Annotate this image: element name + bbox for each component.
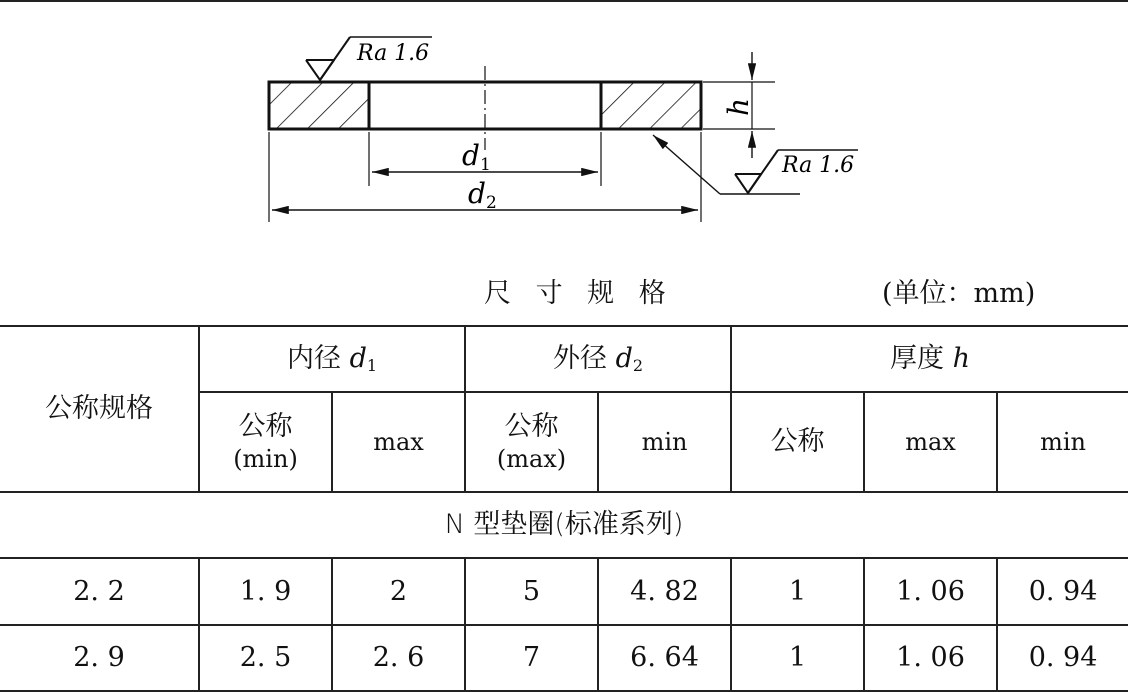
section-row bbox=[0, 492, 1128, 558]
cell-thick-nominal: 1 bbox=[731, 558, 864, 625]
cell-spec: 2. 2 bbox=[0, 558, 199, 625]
cell-thick-nominal: 1 bbox=[731, 625, 864, 691]
d2-subscript: 2 bbox=[486, 193, 497, 213]
cell-thick-min: 0. 94 bbox=[997, 558, 1128, 625]
spec-table bbox=[0, 325, 1128, 692]
h-label: h bbox=[722, 97, 755, 116]
subheader-outer-nominal bbox=[465, 392, 598, 492]
d1-label: d bbox=[462, 139, 480, 172]
table-title: 尺 寸 规 格 bbox=[484, 278, 674, 309]
roughness-symbol-top bbox=[306, 37, 432, 80]
dimension-h bbox=[703, 52, 775, 158]
cell-thick-max: 1. 06 bbox=[864, 625, 997, 691]
subheader-thick-nominal: 公称 bbox=[731, 392, 864, 492]
cell-inner-nominal: 1. 9 bbox=[199, 558, 332, 625]
left-hatched-section bbox=[269, 82, 369, 129]
cell-thick-max: 1. 06 bbox=[864, 558, 997, 625]
subheader-outer-min: min bbox=[598, 392, 731, 492]
cell-outer-min: 6. 64 bbox=[598, 625, 731, 691]
header-thick-symbol: h bbox=[952, 343, 971, 375]
subheader-inner-nominal-note: (min) bbox=[233, 444, 298, 473]
header-row-1 bbox=[0, 326, 1128, 392]
header-inner-diameter bbox=[199, 326, 465, 392]
subheader-thick-min: min bbox=[997, 392, 1128, 492]
roughness-symbol-right bbox=[653, 135, 858, 194]
table-row bbox=[0, 558, 1128, 625]
table-row bbox=[0, 625, 1128, 691]
subheader-outer-nominal-label: 公称 bbox=[504, 411, 559, 443]
roughness-top-label: Ra 1.6 bbox=[357, 41, 430, 66]
subheader-inner-max: max bbox=[332, 392, 465, 492]
cell-outer-min: 4. 82 bbox=[598, 558, 731, 625]
header-outer-diameter bbox=[465, 326, 731, 392]
subheader-inner-nominal-label: 公称 bbox=[238, 411, 293, 443]
cell-outer-nominal: 5 bbox=[465, 558, 598, 625]
roughness-right-label: Ra 1.6 bbox=[782, 153, 855, 178]
header-thick-label: 厚度 bbox=[890, 343, 953, 375]
d1-subscript: 1 bbox=[480, 155, 491, 175]
section-label: N 型垫圈(标准系列) bbox=[0, 492, 1128, 558]
header-inner-subscript: 1 bbox=[366, 356, 378, 375]
cell-inner-max: 2 bbox=[332, 558, 465, 625]
header-inner-symbol: d bbox=[349, 343, 367, 374]
cell-inner-nominal: 2. 5 bbox=[199, 625, 332, 691]
header-inner-label: 内径 bbox=[286, 343, 350, 374]
header-outer-subscript: 2 bbox=[632, 356, 644, 375]
cell-inner-max: 2. 6 bbox=[332, 625, 465, 691]
header-thickness bbox=[731, 326, 1128, 392]
subheader-inner-nominal bbox=[199, 392, 332, 492]
d2-label: d bbox=[468, 177, 486, 210]
washer-section bbox=[269, 66, 701, 150]
header-outer-symbol: d bbox=[615, 343, 633, 374]
subheader-thick-max: max bbox=[864, 392, 997, 492]
right-hatched-section bbox=[601, 82, 701, 129]
cell-spec: 2. 9 bbox=[0, 625, 199, 691]
unit-note: (单位：mm) bbox=[882, 278, 1036, 309]
header-spec: 公称规格 bbox=[0, 326, 199, 492]
cell-outer-nominal: 7 bbox=[465, 625, 598, 691]
header-outer-label: 外径 bbox=[552, 343, 616, 374]
cell-thick-min: 0. 94 bbox=[997, 625, 1128, 691]
washer-drawing bbox=[0, 0, 1128, 270]
subheader-outer-nominal-note: (max) bbox=[496, 444, 567, 473]
